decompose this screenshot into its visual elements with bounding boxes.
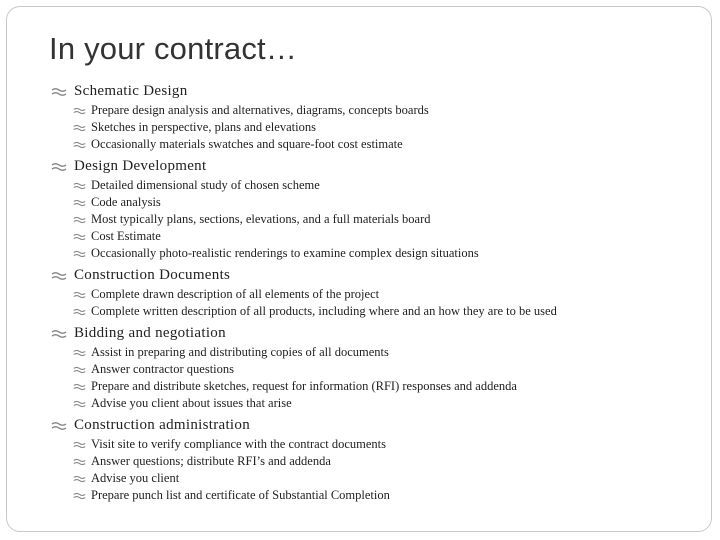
list-item-text: Advise you client about issues that arise <box>91 396 292 410</box>
slide-frame <box>6 6 712 532</box>
sub-list <box>51 102 711 153</box>
list-item <box>51 102 711 119</box>
section-heading <box>51 415 711 436</box>
wave-bullet-icon <box>73 475 86 483</box>
list-item-text: Complete written description of all products, including where and an how they are to be used <box>91 304 557 318</box>
list-item-text: Prepare and distribute sketches, request for information (RFI) responses and addenda <box>91 379 517 393</box>
section-design-development <box>51 156 711 262</box>
section-heading-text: Design Development <box>74 158 207 174</box>
list-item-text: Most typically plans, sections, elevations, and a full materials board <box>91 212 431 226</box>
list-item-text: Visit site to verify compliance with the contract documents <box>91 437 387 451</box>
wave-bullet-icon <box>73 182 86 190</box>
section-heading-text: Construction Documents <box>74 267 231 283</box>
section-heading <box>51 323 711 344</box>
list-item <box>51 211 711 228</box>
list-item-text: Code analysis <box>91 195 161 209</box>
wave-bullet-icon <box>73 308 86 316</box>
section-heading-text: Construction administration <box>74 417 251 433</box>
slide-title: In your contract… <box>49 31 298 66</box>
section-schematic-design <box>51 81 711 153</box>
section-heading-text: Schematic Design <box>74 83 188 99</box>
list-item-text: Answer questions; distribute RFI’s and addenda <box>91 454 331 468</box>
wave-bullet-icon <box>73 383 86 391</box>
wave-bullet-icon <box>73 441 86 449</box>
list-item <box>51 453 711 470</box>
bullet-list <box>51 81 711 507</box>
wave-bullet-icon <box>51 162 67 172</box>
wave-bullet-icon <box>73 400 86 408</box>
list-item-text: Advise you client <box>91 471 180 485</box>
list-item <box>51 286 711 303</box>
list-item <box>51 344 711 361</box>
section-construction-documents <box>51 265 711 320</box>
section-bidding-negotiation <box>51 323 711 412</box>
list-item <box>51 436 711 453</box>
sub-list <box>51 177 711 262</box>
list-item-text: Occasionally materials swatches and square-foot cost estimate <box>91 137 403 151</box>
section-heading <box>51 81 711 102</box>
list-item <box>51 228 711 245</box>
wave-bullet-icon <box>73 458 86 466</box>
list-item-text: Prepare punch list and certificate of Substantial Completion <box>91 488 390 502</box>
list-item <box>51 361 711 378</box>
list-item <box>51 378 711 395</box>
section-heading <box>51 265 711 286</box>
list-item <box>51 136 711 153</box>
list-item <box>51 245 711 262</box>
list-item-text: Sketches in perspective, plans and elevations <box>91 120 316 134</box>
wave-bullet-icon <box>51 329 67 339</box>
wave-bullet-icon <box>51 87 67 97</box>
section-heading-text: Bidding and negotiation <box>74 325 226 341</box>
list-item-text: Cost Estimate <box>91 229 161 243</box>
list-item <box>51 470 711 487</box>
sub-list <box>51 436 711 504</box>
wave-bullet-icon <box>73 107 86 115</box>
wave-bullet-icon <box>73 366 86 374</box>
wave-bullet-icon <box>73 199 86 207</box>
list-item <box>51 303 711 320</box>
list-item <box>51 177 711 194</box>
section-construction-administration <box>51 415 711 504</box>
wave-bullet-icon <box>73 492 86 500</box>
sub-list <box>51 344 711 412</box>
wave-bullet-icon <box>73 141 86 149</box>
list-item <box>51 194 711 211</box>
list-item <box>51 119 711 136</box>
list-item-text: Assist in preparing and distributing copies of all documents <box>91 345 389 359</box>
wave-bullet-icon <box>73 291 86 299</box>
wave-bullet-icon <box>73 233 86 241</box>
wave-bullet-icon <box>73 216 86 224</box>
wave-bullet-icon <box>73 124 86 132</box>
list-item-text: Answer contractor questions <box>91 362 235 376</box>
list-item-text: Occasionally photo-realistic renderings to examine complex design situations <box>91 246 479 260</box>
wave-bullet-icon <box>51 271 67 281</box>
list-item <box>51 487 711 504</box>
list-item <box>51 395 711 412</box>
wave-bullet-icon <box>73 250 86 258</box>
wave-bullet-icon <box>73 349 86 357</box>
list-item-text: Detailed dimensional study of chosen scheme <box>91 178 320 192</box>
section-heading <box>51 156 711 177</box>
wave-bullet-icon <box>51 421 67 431</box>
list-item-text: Prepare design analysis and alternatives, diagrams, concepts boards <box>91 103 429 117</box>
list-item-text: Complete drawn description of all elements of the project <box>91 287 380 301</box>
sub-list <box>51 286 711 320</box>
